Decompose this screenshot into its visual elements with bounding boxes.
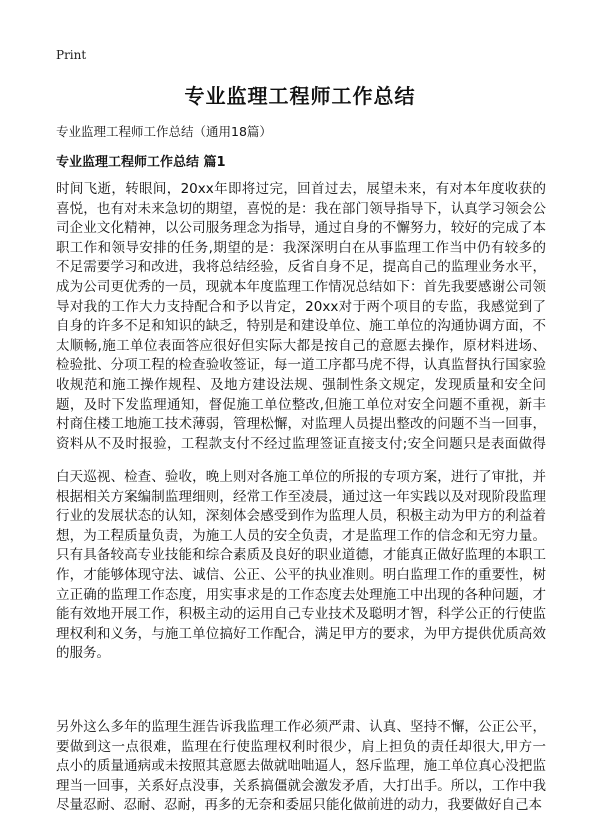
section-heading: 专业监理工程师工作总结 篇1 [56, 155, 226, 170]
print-link[interactable]: Print [56, 48, 87, 62]
document-subtitle: 专业监理工程师工作总结（通用18篇） [56, 124, 272, 139]
body-paragraph-3: 另外这么多年的监理生涯告诉我监理工作必须严肃、认真、坚持不懈，公正公平，要做到这一点很难，监理在行使监理权利时很少，肩上担负的责任却很大,甲方一点小的质量通病或未按照其意愿去做就咄咄逼人，怒斥监理，施工单位真心没把监理当一回事，关系好点没事，关系搞僵就会激发矛盾，大打出手。所以，工作中我尽量忍耐、忍耐、忍耐，再多的无奈和委屈只能化做前进的动力，我要做好自己本 [56, 719, 546, 814]
body-paragraph-1: 时间飞逝，转眼间，20xx年即将过完，回首过去，展望未来，有对本年度收获的喜悦，也有对未来急切的期望，喜悦的是：我在部门领导指导下，认真学习领会公司企业文化精神，以公司服务理念为指导，通过自身的不懈努力，较好的完成了本职工作和领导安排的任务,期望的是：我深深明白在从事监理工作当中仍有较多的不足需要学习和改进，我将总结经验，反省自身不足，提高自己的监理业务水平，成为公司更优秀的一员，现就本年度监理工作情况总结如下：首先我要感谢公司领导对我的工作大力支持配合和予以肯定，20xx对于两个项目的专监，我感觉到了自身的许多不足和知识的缺乏，特别是和建设单位、施工单位的沟通协调方面，不太顺畅,施工单位表面答应很好但实际大都是按自己的意愿去操作，原材料进场、检验批、分项工程的检查验收签证，每一道工序都马虎不得，认真监督执行国家验收规范和施工操作规程、及地方建设法规、强制性条文规定，发现质量和安全问题，及时下发监理通知，督促施工单位整改,但施工单位对安全问题不重视，新丰村商住楼工地施工技术薄弱，管理松懈，对监理人员提出整改的问题不当一回事，资料从不及时报验，工程款支付不经过监理签证直接支付;安全问题只是表面做得 [56, 181, 546, 452]
body-paragraph-2: 白天巡视、检查、验收，晚上则对各施工单位的所报的专项方案，进行了审批，并根据相关方案编制监理细则，经常工作至凌晨，通过这一年实践以及对现阶段监理行业的发展状态的认知，深刻体会感受到作为监理人员，积极主动为甲方的利益着想，为工程质量负责，为施工人员的安全负责，才是监理工作的信念和无穷力量。只有具备较高专业技能和综合素质及良好的职业道德，才能真正做好监理的本职工作，才能够体现守法、诚信、公正、公平的执业准则。明白监理工作的重要性，树立正确的监理工作态度，用实事求是的工作态度去处理施工中出现的各种问题，才能有效地开展工作，积极主动的运用自己专业技术及聪明才智，科学公正的行使监理权利和义务，与施工单位搞好工作配合，满足甲方的要求，为甲方提供优质高效的服务。 [56, 469, 546, 662]
page-title: 专业监理工程师工作总结 [184, 84, 416, 108]
